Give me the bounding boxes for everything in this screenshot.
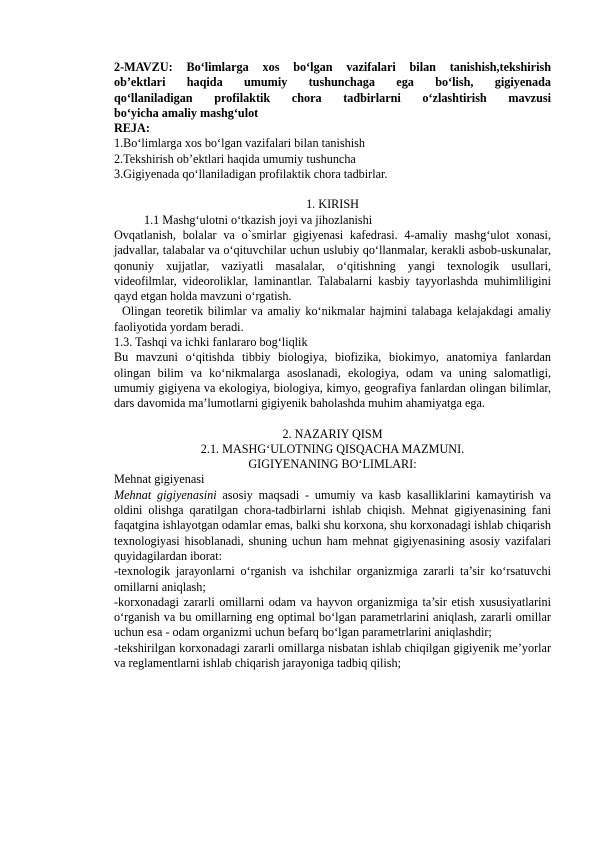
document-page: [114, 60, 551, 671]
section-title: Mehnat gigiyenasi: [114, 472, 205, 487]
title-line-4: bo‘yicha amaliy mashg‘ulot: [114, 105, 259, 120]
plan-item-1: 1.Bo‘limlarga xos bo‘lgan vazifalari bilan tanishish: [114, 136, 365, 151]
plan-item-3: 3.Gigiyenada qo‘llaniladigan profilaktik chora tadbirlar.: [114, 167, 388, 182]
theory-paragraph-1: [114, 488, 551, 564]
bullet-item-1: -texnologik jarayonlarni o‘rganish va ishchilar organizmiga zararli ta’sir ko‘rsatuvchi omillarni aniqlash;: [114, 564, 551, 594]
title-line-3: qo‘llaniladigan profilaktik chora tadbirlarni o‘zlashtirish mavzusi: [114, 90, 551, 105]
plan-heading: REJA:: [114, 121, 150, 136]
title-line-1: 2-MAVZU: Bo‘limlarga xos bo‘lgan vazifalari bilan tanishish,tekshirish: [114, 60, 551, 74]
intro-subheading-3: 1.3. Tashqi va ichki fanlararo bog‘liqlik: [114, 335, 308, 350]
theory-subheading-1: 2.1. MASHG‘ULOTNING QISQACHA MAZMUNI.: [200, 441, 465, 456]
plan-item-2: 2.Tekshirish ob’ektlari haqida umumiy tushuncha: [114, 151, 356, 166]
intro-paragraph-3: Bu mavzuni o‘qitishda tibbiy biologiya, biofizika, biokimyo, anatomiya fanlardan olingan bilim va ko‘nikmalarga asoslanadi, ekologiya, odam va uning salomatligi, umumiy gigiyena va ekologiya, biologiya, kimyo, geografiya fanlardan olingan bilimlar, dars davomida ma’lumotlarni gigiyenik baholashda muhim ahamiyatga ega.: [114, 350, 551, 411]
document-title: [114, 60, 551, 121]
intro-paragraph-1: Ovqatlanish, bolalar va o`smirlar gigiyenasi kafedrasi. 4-amaliy mashg‘ulot xonasi, jadvallar, talabalar va o‘qituvchilar uchun uslubiy qo‘llanmalar, kerakli asbob-uskunalar, qonuniy xujjatlar, vaziyatli masalalar, o‘qitishning yangi texnologik usullari, videofilmlar, videoroliklar, laminantlar. Talabalarni kasbiy tayyorlashda muhimliligini qayd etgan holda mavzuni o‘rgatish.: [114, 227, 551, 304]
intro-subheading-1: 1.1 Mashg‘ulotni o‘tkazish joyi va jihozlanishi: [144, 212, 373, 227]
title-line-2: ob’ektlari haqida umumiy tushunchaga ega bo‘lish, gigiyenada: [114, 75, 551, 90]
italic-term: Mehnat gigiyenasini: [114, 487, 217, 502]
theory-subheading-2: GIGIYENANING BO‘LIMLARI:: [248, 457, 417, 472]
intro-heading: 1. KIRISH: [306, 197, 359, 212]
bullet-item-3: -tekshirilgan korxonadagi zararli omillarga nisbatan ishlab chiqilgan gigiyenik me’yorlar va reglamentlarni ishlab chiqarish jarayoniga tadbiq qilish;: [114, 640, 551, 670]
bullet-item-2: -korxonadagi zararli omillarni odam va hayvon organizmiga ta’sir etish xususiyatlarini o‘rganish va bu omillarning eng optimal bo‘lgan parametrlarini aniqlash, zararli omillar uchun esa - odam organizmi uchun befarq bo‘lgan parametrlarini aniqlashdir;: [114, 594, 551, 640]
paragraph-text: asosiy maqsadi - umumiy va kasb kasalliklarini kamaytirish va oldini olishga qaratilgan chora-tadbirlarni ishlab chiqish. Mehnat gigiyenasining fani faqatgina ishlayotgan odamlar emas, balki shu korxona, shu korxonadagi ishlab chiqarish texnologiyasi hisoblanadi, shuning uchun ham mehnat gigiyenasining asosiy vazifalari quyidagilardan iborat:: [114, 487, 551, 563]
intro-paragraph-2: Olingan teoretik bilimlar va amaliy ko‘nikmalar hajmini talabaga kelajakdagi amaliy faoliyotida yordam beradi.: [114, 304, 551, 334]
theory-heading: 2. NAZARIY QISM: [282, 426, 383, 441]
